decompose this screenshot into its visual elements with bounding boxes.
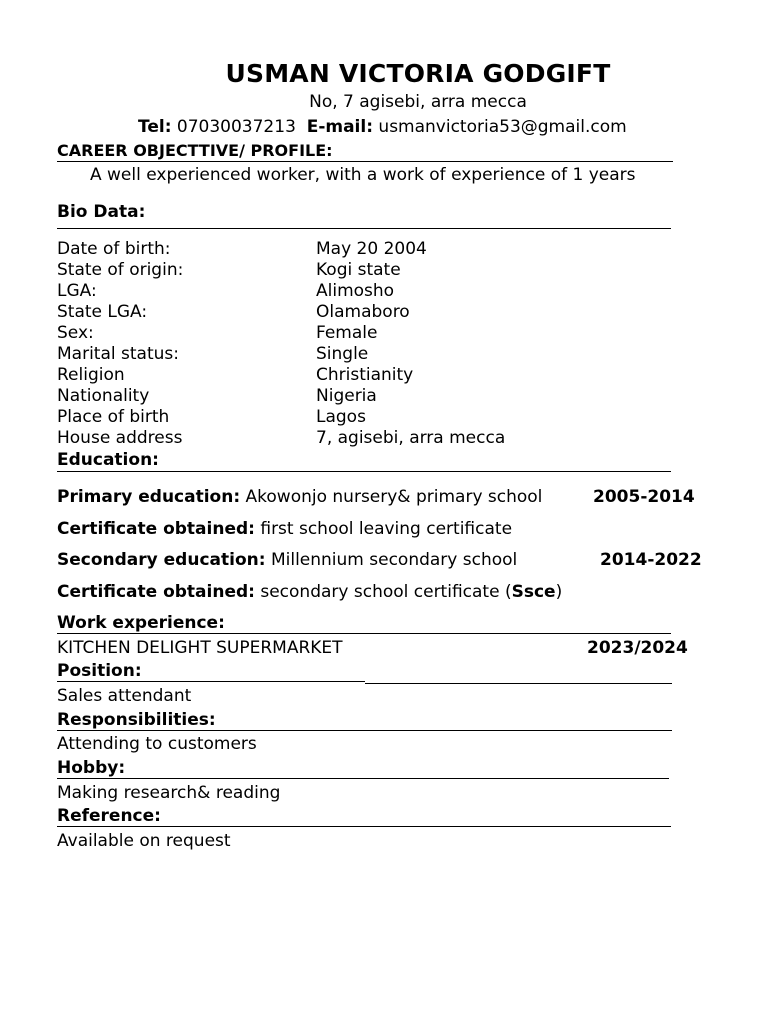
bio-label: Religion — [57, 365, 125, 385]
bio-value: Nigeria — [316, 386, 377, 406]
work-divider — [57, 633, 671, 634]
bio-value: Alimosho — [316, 281, 395, 301]
tel-label: Tel: — [138, 117, 172, 137]
bio-value: Christianity — [316, 365, 414, 385]
bio-label: State of origin: — [57, 260, 184, 280]
certificate-line-1 — [57, 521, 512, 538]
employment-years: 2023/2024 — [587, 638, 688, 658]
bio-value: Lagos — [316, 407, 366, 427]
career-text: A well experienced worker, with a work of experience of 1 years — [90, 165, 636, 185]
responsibilities-divider — [57, 730, 672, 731]
resume-address: No, 7 agisebi, arra mecca — [309, 92, 527, 112]
secondary-education-value: Millennium secondary school — [270, 550, 518, 570]
bio-label: Date of birth: — [57, 239, 171, 259]
reference-value: Available on request — [57, 831, 231, 851]
primary-education-label: Primary education: — [57, 487, 241, 507]
education-heading: Education: — [57, 450, 159, 470]
career-divider — [57, 161, 673, 162]
bio-value: Single — [316, 344, 369, 364]
responsibilities-heading: Responsibilities: — [57, 710, 216, 730]
bio-label: Marital status: — [57, 344, 179, 364]
education-divider — [57, 471, 671, 472]
career-heading: CAREER OBJECTTIVE/ PROFILE: — [57, 141, 333, 160]
bio-value: Female — [316, 323, 378, 343]
primary-education-years: 2005-2014 — [593, 487, 695, 507]
secondary-education-line — [57, 552, 517, 569]
secondary-education-years: 2014-2022 — [600, 550, 702, 570]
reference-divider — [57, 826, 671, 827]
employer-name: KITCHEN DELIGHT SUPERMARKET — [57, 638, 343, 658]
reference-heading: Reference: — [57, 806, 161, 826]
bio-label: LGA: — [57, 281, 97, 301]
bio-heading: Bio Data: — [57, 202, 146, 222]
certificate-value: secondary school certificate ( — [260, 582, 512, 602]
secondary-education-label: Secondary education: — [57, 550, 266, 570]
bio-value: Olamaboro — [316, 302, 410, 322]
position-divider-right — [365, 683, 672, 684]
bio-label: House address — [57, 428, 183, 448]
bio-label: Place of birth — [57, 407, 170, 427]
bio-label: Sex: — [57, 323, 94, 343]
certificate-close-paren: ) — [555, 582, 563, 602]
tel-value: 07030037213 — [176, 117, 296, 137]
email-value: usmanvictoria53@gmail.com — [378, 117, 627, 137]
certificate-label: Certificate obtained: — [57, 582, 255, 602]
certificate-value: first school leaving certificate — [260, 519, 513, 539]
resume-name: USMAN VICTORIA GODGIFT — [225, 59, 611, 88]
position-divider-left — [57, 681, 365, 682]
bio-label: State LGA: — [57, 302, 148, 322]
position-heading: Position: — [57, 661, 142, 681]
contact-line — [138, 119, 627, 136]
work-heading: Work experience: — [57, 613, 225, 633]
primary-education-line — [57, 489, 542, 506]
responsibilities-value: Attending to customers — [57, 734, 257, 754]
primary-education-value: Akowonjo nursery& primary school — [245, 487, 543, 507]
hobby-value: Making research& reading — [57, 783, 281, 803]
position-value: Sales attendant — [57, 686, 192, 706]
bio-value: May 20 2004 — [316, 239, 427, 259]
bio-divider — [57, 228, 671, 229]
email-label: E-mail: — [306, 117, 374, 137]
certificate-label: Certificate obtained: — [57, 519, 255, 539]
bio-value: 7, agisebi, arra mecca — [316, 428, 506, 448]
hobby-heading: Hobby: — [57, 758, 126, 778]
hobby-divider — [57, 778, 669, 779]
bio-label: Nationality — [57, 386, 150, 406]
certificate-abbreviation: Ssce — [511, 582, 556, 602]
bio-value: Kogi state — [316, 260, 401, 280]
certificate-line-2 — [57, 584, 562, 601]
